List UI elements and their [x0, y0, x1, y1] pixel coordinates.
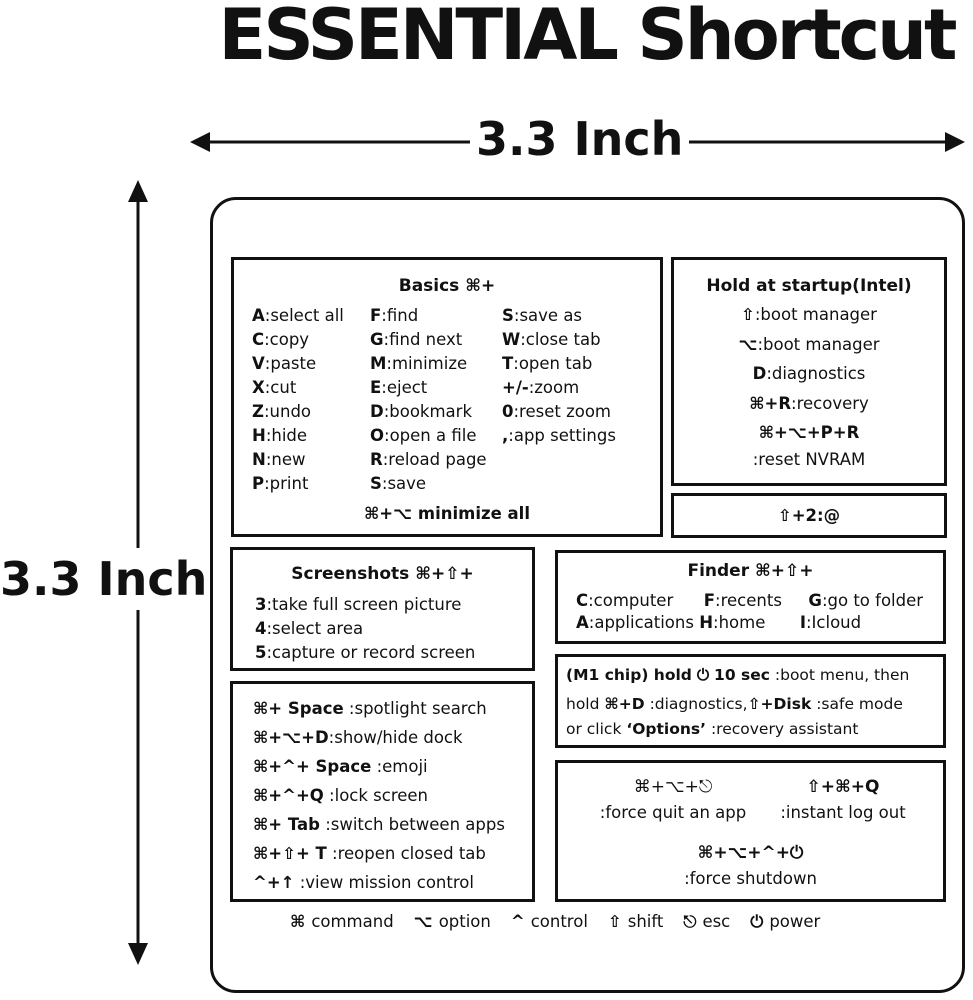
- legend-label: control: [530, 912, 588, 931]
- general-shortcut-keys: ⌘+⌥+D: [253, 728, 329, 747]
- screenshot-key: 3: [255, 595, 267, 614]
- general-shortcut-desc: :spotlight search: [343, 699, 487, 718]
- shortcut-key: M: [370, 354, 387, 373]
- shortcut-desc: :copy: [264, 330, 310, 349]
- height-dimension-label: 3.3 Inch: [0, 548, 207, 610]
- shortcut-desc: :paste: [264, 354, 317, 373]
- startup-key: ⌥: [738, 334, 758, 354]
- basics-column-2: [370, 304, 487, 496]
- general-shortcut-desc: :lock screen: [323, 786, 429, 805]
- legend-label: shift: [627, 912, 664, 931]
- shortcut-key: ,: [502, 426, 509, 445]
- shortcut-desc: :hide: [265, 426, 308, 445]
- shortcut-desc: :undo: [263, 402, 312, 421]
- finder-key-h: H: [699, 613, 714, 632]
- shortcut-desc: :zoom: [528, 378, 580, 397]
- general-shortcut-keys: ⌘+ Tab: [253, 815, 320, 834]
- general-shortcut-desc: :view mission control: [294, 873, 474, 892]
- shortcut-desc: :reset zoom: [513, 402, 612, 421]
- screenshots-list: [255, 593, 475, 665]
- shortcut-key: W: [502, 330, 521, 349]
- general-shortcut-keys: ^+↑: [253, 873, 295, 892]
- general-shortcut-row: [253, 752, 505, 781]
- m1-options-label: ‘Options’: [626, 720, 707, 738]
- m1-diagnostics-keys: ⌘+D: [604, 695, 645, 713]
- general-shortcut-row: [253, 723, 505, 752]
- symbol-legend: [290, 910, 840, 934]
- screenshot-row: [255, 641, 475, 665]
- shortcut-desc: :eject: [381, 378, 428, 397]
- basics-row: [252, 400, 344, 424]
- screenshot-row: [255, 617, 475, 641]
- at-sign-desc: :@: [817, 506, 841, 525]
- option-icon: ⌥: [413, 912, 433, 931]
- general-shortcut-desc: :reopen closed tab: [326, 844, 486, 863]
- at-sign-keys: ⇧+2: [777, 506, 818, 525]
- m1-duration: 10 sec: [714, 666, 770, 684]
- basics-row: [502, 328, 616, 352]
- startup-row: [674, 330, 944, 360]
- finder-desc-c: :computer: [588, 591, 674, 610]
- startup-title: Hold at startup(Intel): [706, 276, 912, 296]
- basics-panel: [231, 257, 663, 537]
- screenshot-row: [255, 593, 475, 617]
- shortcut-desc: :find next: [383, 330, 463, 349]
- m1-safe-mode-keys: ⇧+Disk: [747, 695, 812, 713]
- m1-recovery-desc: :recovery assistant: [706, 720, 859, 738]
- m1-hold-text: hold: [566, 695, 600, 713]
- basics-row: [252, 376, 344, 400]
- legend-label: option: [438, 912, 491, 931]
- general-shortcuts-panel: [230, 681, 535, 902]
- basics-row: [502, 400, 616, 424]
- shortcut-key: F: [370, 306, 382, 325]
- startup-desc: :recovery: [791, 393, 869, 413]
- shortcut-key: G: [370, 330, 384, 349]
- shortcut-desc: :save: [381, 474, 427, 493]
- shortcut-key: D: [370, 402, 384, 421]
- width-dimension-label: 3.3 Inch: [470, 112, 689, 166]
- general-shortcut-keys: ⌘+^+ Space: [253, 757, 372, 776]
- finder-key-i: I: [799, 613, 806, 632]
- shortcut-key: E: [370, 378, 382, 397]
- force-quit-keys: ⌘+⌥+⎋: [633, 777, 713, 797]
- finder-key-f: F: [703, 591, 716, 610]
- shortcut-key: S: [370, 474, 382, 493]
- finder-key-a: A: [576, 613, 589, 632]
- shortcut-key: X: [252, 378, 265, 397]
- general-shortcut-keys: ⌘+^+Q: [253, 786, 324, 805]
- legend-label: command: [311, 912, 394, 931]
- instant-logout-keys: ⇧+⌘+Q: [806, 777, 880, 797]
- finder-panel: [555, 550, 946, 644]
- m1-or-click: or click: [566, 720, 627, 738]
- finder-row-2: [576, 611, 861, 635]
- screenshot-desc: :capture or record screen: [266, 643, 476, 662]
- startup-desc: :boot manager: [757, 334, 880, 354]
- m1-line-1: [566, 663, 909, 687]
- startup-desc: :boot manager: [754, 305, 877, 324]
- general-shortcut-row: [253, 810, 505, 839]
- startup-list: [674, 300, 944, 448]
- shortcut-key: S: [502, 306, 514, 325]
- screenshot-desc: :select area: [266, 619, 364, 638]
- basics-row: [502, 352, 616, 376]
- control-icon: ^: [510, 912, 525, 931]
- force-panel: [555, 760, 946, 902]
- at-sign-row: [674, 496, 944, 535]
- basics-row: [252, 352, 344, 376]
- basics-column-3: [502, 304, 616, 448]
- power-icon: ⏻: [750, 912, 764, 931]
- legend-label: esc: [702, 912, 731, 931]
- m1-line-3: [566, 717, 858, 741]
- general-shortcut-row: [253, 868, 505, 897]
- startup-key: ⌘+R: [749, 393, 792, 413]
- instant-logout-desc: :instant log out: [780, 803, 906, 822]
- basics-row: [370, 400, 487, 424]
- finder-desc-h: :home: [713, 613, 766, 632]
- general-shortcut-row: [253, 781, 505, 810]
- shortcut-key: V: [252, 354, 265, 373]
- shortcut-desc: :app settings: [508, 426, 616, 445]
- m1-hold-label: (M1 chip) hold: [566, 666, 692, 684]
- shortcut-desc: :find: [381, 306, 419, 325]
- power-icon: ⏻: [696, 666, 710, 684]
- basics-row: [252, 472, 344, 496]
- basics-row: [370, 424, 487, 448]
- shortcut-desc: :save as: [513, 306, 583, 325]
- shortcut-desc: :bookmark: [383, 402, 473, 421]
- finder-key-c: C: [576, 591, 589, 610]
- general-shortcut-desc: :switch between apps: [319, 815, 505, 834]
- shortcut-desc: :select all: [264, 306, 344, 325]
- basics-row: [252, 448, 344, 472]
- m1-line-2: [566, 692, 903, 716]
- startup-panel: [671, 257, 947, 486]
- finder-title: Finder ⌘+⇧+: [687, 561, 814, 581]
- basics-row: [370, 448, 487, 472]
- startup-key: ⇧: [741, 305, 755, 324]
- startup-key: D: [752, 364, 767, 383]
- basics-column-1: [252, 304, 344, 496]
- page-title: ESSENTIAL Shortcut: [218, 0, 955, 76]
- startup-row: [674, 359, 944, 389]
- shortcut-desc: :minimize: [386, 354, 468, 373]
- shortcut-key: P: [252, 474, 265, 493]
- basics-row: [252, 424, 344, 448]
- m1-safe-mode-desc: :safe mode: [816, 695, 903, 713]
- basics-row: [370, 352, 487, 376]
- finder-desc-f: :recents: [715, 591, 782, 610]
- esc-icon: ⎋: [683, 912, 697, 931]
- screenshot-key: 4: [255, 619, 267, 638]
- shortcut-desc: :reload page: [382, 450, 487, 469]
- shortcut-key: R: [370, 450, 383, 469]
- finder-key-g: G: [808, 591, 822, 610]
- at-sign-panel: [671, 493, 947, 538]
- force-quit-desc: :force quit an app: [599, 803, 747, 822]
- command-icon: ⌘: [290, 912, 306, 931]
- shift-icon: ⇧: [607, 912, 622, 931]
- shortcut-desc: :close tab: [520, 330, 601, 349]
- screenshot-key: 5: [255, 643, 267, 662]
- minimize-all-desc: minimize all: [412, 504, 530, 523]
- general-shortcut-desc: :emoji: [371, 757, 428, 776]
- basics-row: [502, 424, 616, 448]
- general-shortcut-keys: ⌘+⇧+ T: [253, 844, 327, 863]
- basics-title: Basics ⌘+: [398, 276, 496, 296]
- finder-row-1: [576, 589, 923, 613]
- shortcut-key: Z: [252, 402, 264, 421]
- shortcut-key: T: [502, 354, 514, 373]
- minimize-all-row: [234, 502, 660, 526]
- shortcut-desc: :new: [265, 450, 306, 469]
- shortcut-key: O: [370, 426, 385, 445]
- shortcut-desc: :cut: [264, 378, 297, 397]
- shortcut-key: H: [252, 426, 266, 445]
- general-shortcuts-list: [253, 694, 505, 897]
- screenshots-title: Screenshots ⌘+⇧+: [291, 564, 474, 584]
- basics-row: [370, 472, 487, 496]
- finder-desc-a: :applications: [588, 613, 694, 632]
- m1-diagnostics-desc: :diagnostics,: [649, 695, 748, 713]
- startup-row: [674, 418, 944, 448]
- screenshot-desc: :take full screen picture: [266, 595, 462, 614]
- shortcut-key: +/-: [502, 378, 529, 397]
- force-shutdown-desc: :force shutdown: [684, 869, 817, 888]
- reset-nvram-desc: :reset NVRAM: [752, 449, 866, 469]
- m1-boot-menu-desc: :boot menu, then: [774, 666, 910, 684]
- general-shortcut-desc: :show/hide dock: [328, 728, 463, 747]
- general-shortcut-row: [253, 694, 505, 723]
- finder-desc-i: :Icloud: [806, 613, 862, 632]
- legend-label: power: [769, 912, 821, 931]
- basics-row: [252, 304, 344, 328]
- startup-row: [674, 300, 944, 330]
- shortcut-key: 0: [502, 402, 514, 421]
- startup-row: [674, 389, 944, 419]
- finder-desc-g: :go to folder: [821, 591, 924, 610]
- m1-panel: [555, 654, 946, 748]
- shortcut-key: N: [252, 450, 266, 469]
- basics-row: [252, 328, 344, 352]
- basics-row: [370, 376, 487, 400]
- startup-desc: :diagnostics: [766, 364, 866, 383]
- minimize-all-keys: ⌘+⌥: [364, 504, 413, 523]
- shortcut-key: C: [252, 330, 265, 349]
- general-shortcut-row: [253, 839, 505, 868]
- shortcut-desc: :open a file: [384, 426, 477, 445]
- screenshots-panel: [230, 547, 535, 671]
- force-shutdown-keys: ⌘+⌥+^+⏻: [697, 843, 804, 863]
- startup-key: ⌘+⌥+P+R: [758, 423, 860, 442]
- shortcut-desc: :open tab: [513, 354, 593, 373]
- basics-row: [502, 304, 616, 328]
- basics-row: [502, 376, 616, 400]
- basics-row: [370, 304, 487, 328]
- general-shortcut-keys: ⌘+ Space: [253, 699, 344, 718]
- basics-row: [370, 328, 487, 352]
- shortcut-desc: :print: [264, 474, 309, 493]
- shortcut-key: A: [252, 306, 265, 325]
